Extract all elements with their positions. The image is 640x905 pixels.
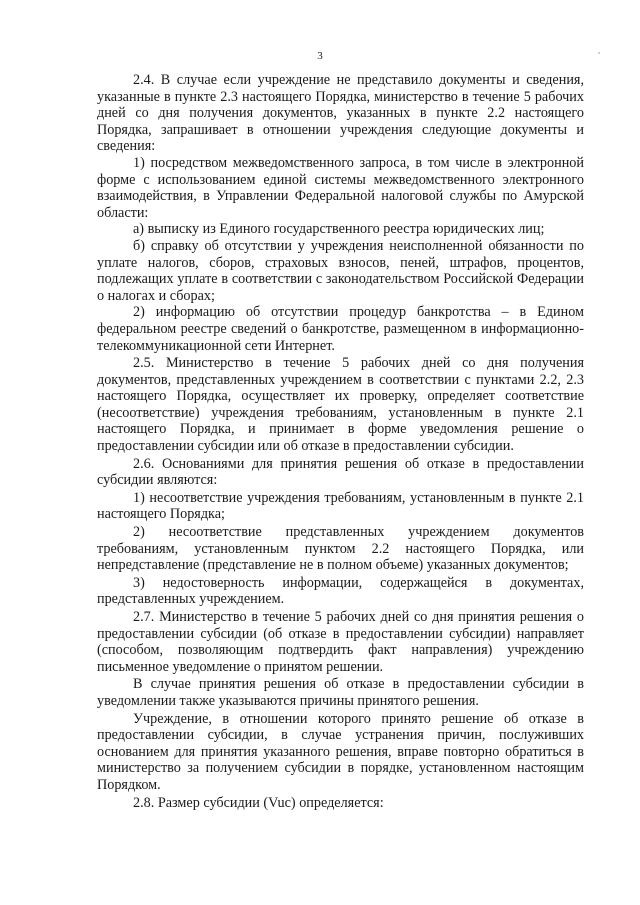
scan-speck bbox=[598, 52, 600, 54]
paragraph: б) справку об отсутствии у учреждения неисполненной обязанности по уплате налогов, сборов, страховых взносов, пеней, штрафов, процентов, подлежащих уплате в соответствии с законодательством Российской Федерации о налогах и сборах; bbox=[97, 237, 584, 304]
page-number: 3 bbox=[317, 50, 323, 62]
paragraph: 1) несоответствие учреждения требованиям, установленным в пункте 2.1 настоящего Порядка; bbox=[97, 489, 584, 523]
paragraph: 2.4. В случае если учреждение не представило документы и сведения, указанные в пункте 2.3 настоящего Порядка, министерство в течение 5 рабочих дней со дня получения документов, указанных в пункте 2.2 настоящего Порядка, запрашивает в отношении учреждения следующие документы и сведения: bbox=[97, 72, 584, 155]
document-body bbox=[97, 72, 584, 811]
paragraph: 2.6. Основаниями для принятия решения об отказе в предоставлении субсидии являются: bbox=[97, 455, 584, 489]
paragraph: 2.7. Министерство в течение 5 рабочих дней со дня принятия решения о предоставлении субсидии (об отказе в предоставлении субсидии) направляет (способом, позволяющим подтвердить факт направления) учреждению письменное уведомление о принятом решении. bbox=[97, 609, 584, 675]
paragraph: В случае принятия решения об отказе в предоставлении субсидии в уведомлении также указываются причины принятого решения. bbox=[97, 676, 584, 709]
paragraph: 2.8. Размер субсидии (Vuc) определяется: bbox=[133, 794, 384, 811]
paragraph: 1) посредством межведомственного запроса, в том числе в электронной форме с использованием единой системы межведомственного электронного взаимодействия, в Управлении Федеральной налоговой службы по Амурской области: bbox=[97, 154, 584, 221]
paragraph: а) выписку из Единого государственного реестра юридических лиц; bbox=[133, 221, 545, 238]
paragraph: 3) недостоверность информации, содержащейся в документах, представленных учреждением. bbox=[97, 574, 584, 608]
paragraph: 2) несоответствие представленных учреждением документов требованиям, установленным пунктом 2.2 настоящего Порядка, или непредставление (представление не в полном объеме) указанных документов; bbox=[97, 524, 584, 574]
paragraph: Учреждение, в отношении которого принято решение об отказе в предоставлении субсидии, в случае устранения причин, послуживших основанием для принятия указанного решения, вправе повторно обратиться в министерство за получением субсидии в порядке, установленном настоящим Порядком. bbox=[97, 710, 584, 793]
paragraph: 2.5. Министерство в течение 5 рабочих дней со дня получения документов, представленных учреждением в соответствии с пунктами 2.2, 2.3 настоящего Порядка, осуществляет их проверку, определяет соответствие (несоответствие) учреждения требованиям, установленным в пункте 2.1 настоящего Порядка, и принимает в форме уведомления решение о предоставлении субсидии или об отказе в предоставлении субсидии. bbox=[97, 355, 584, 455]
paragraph: 2) информацию об отсутствии процедур банкротства – в Едином федеральном реестре сведений о банкротстве, размещенном в информационно-телекоммуникационной сети Интернет. bbox=[97, 304, 584, 354]
